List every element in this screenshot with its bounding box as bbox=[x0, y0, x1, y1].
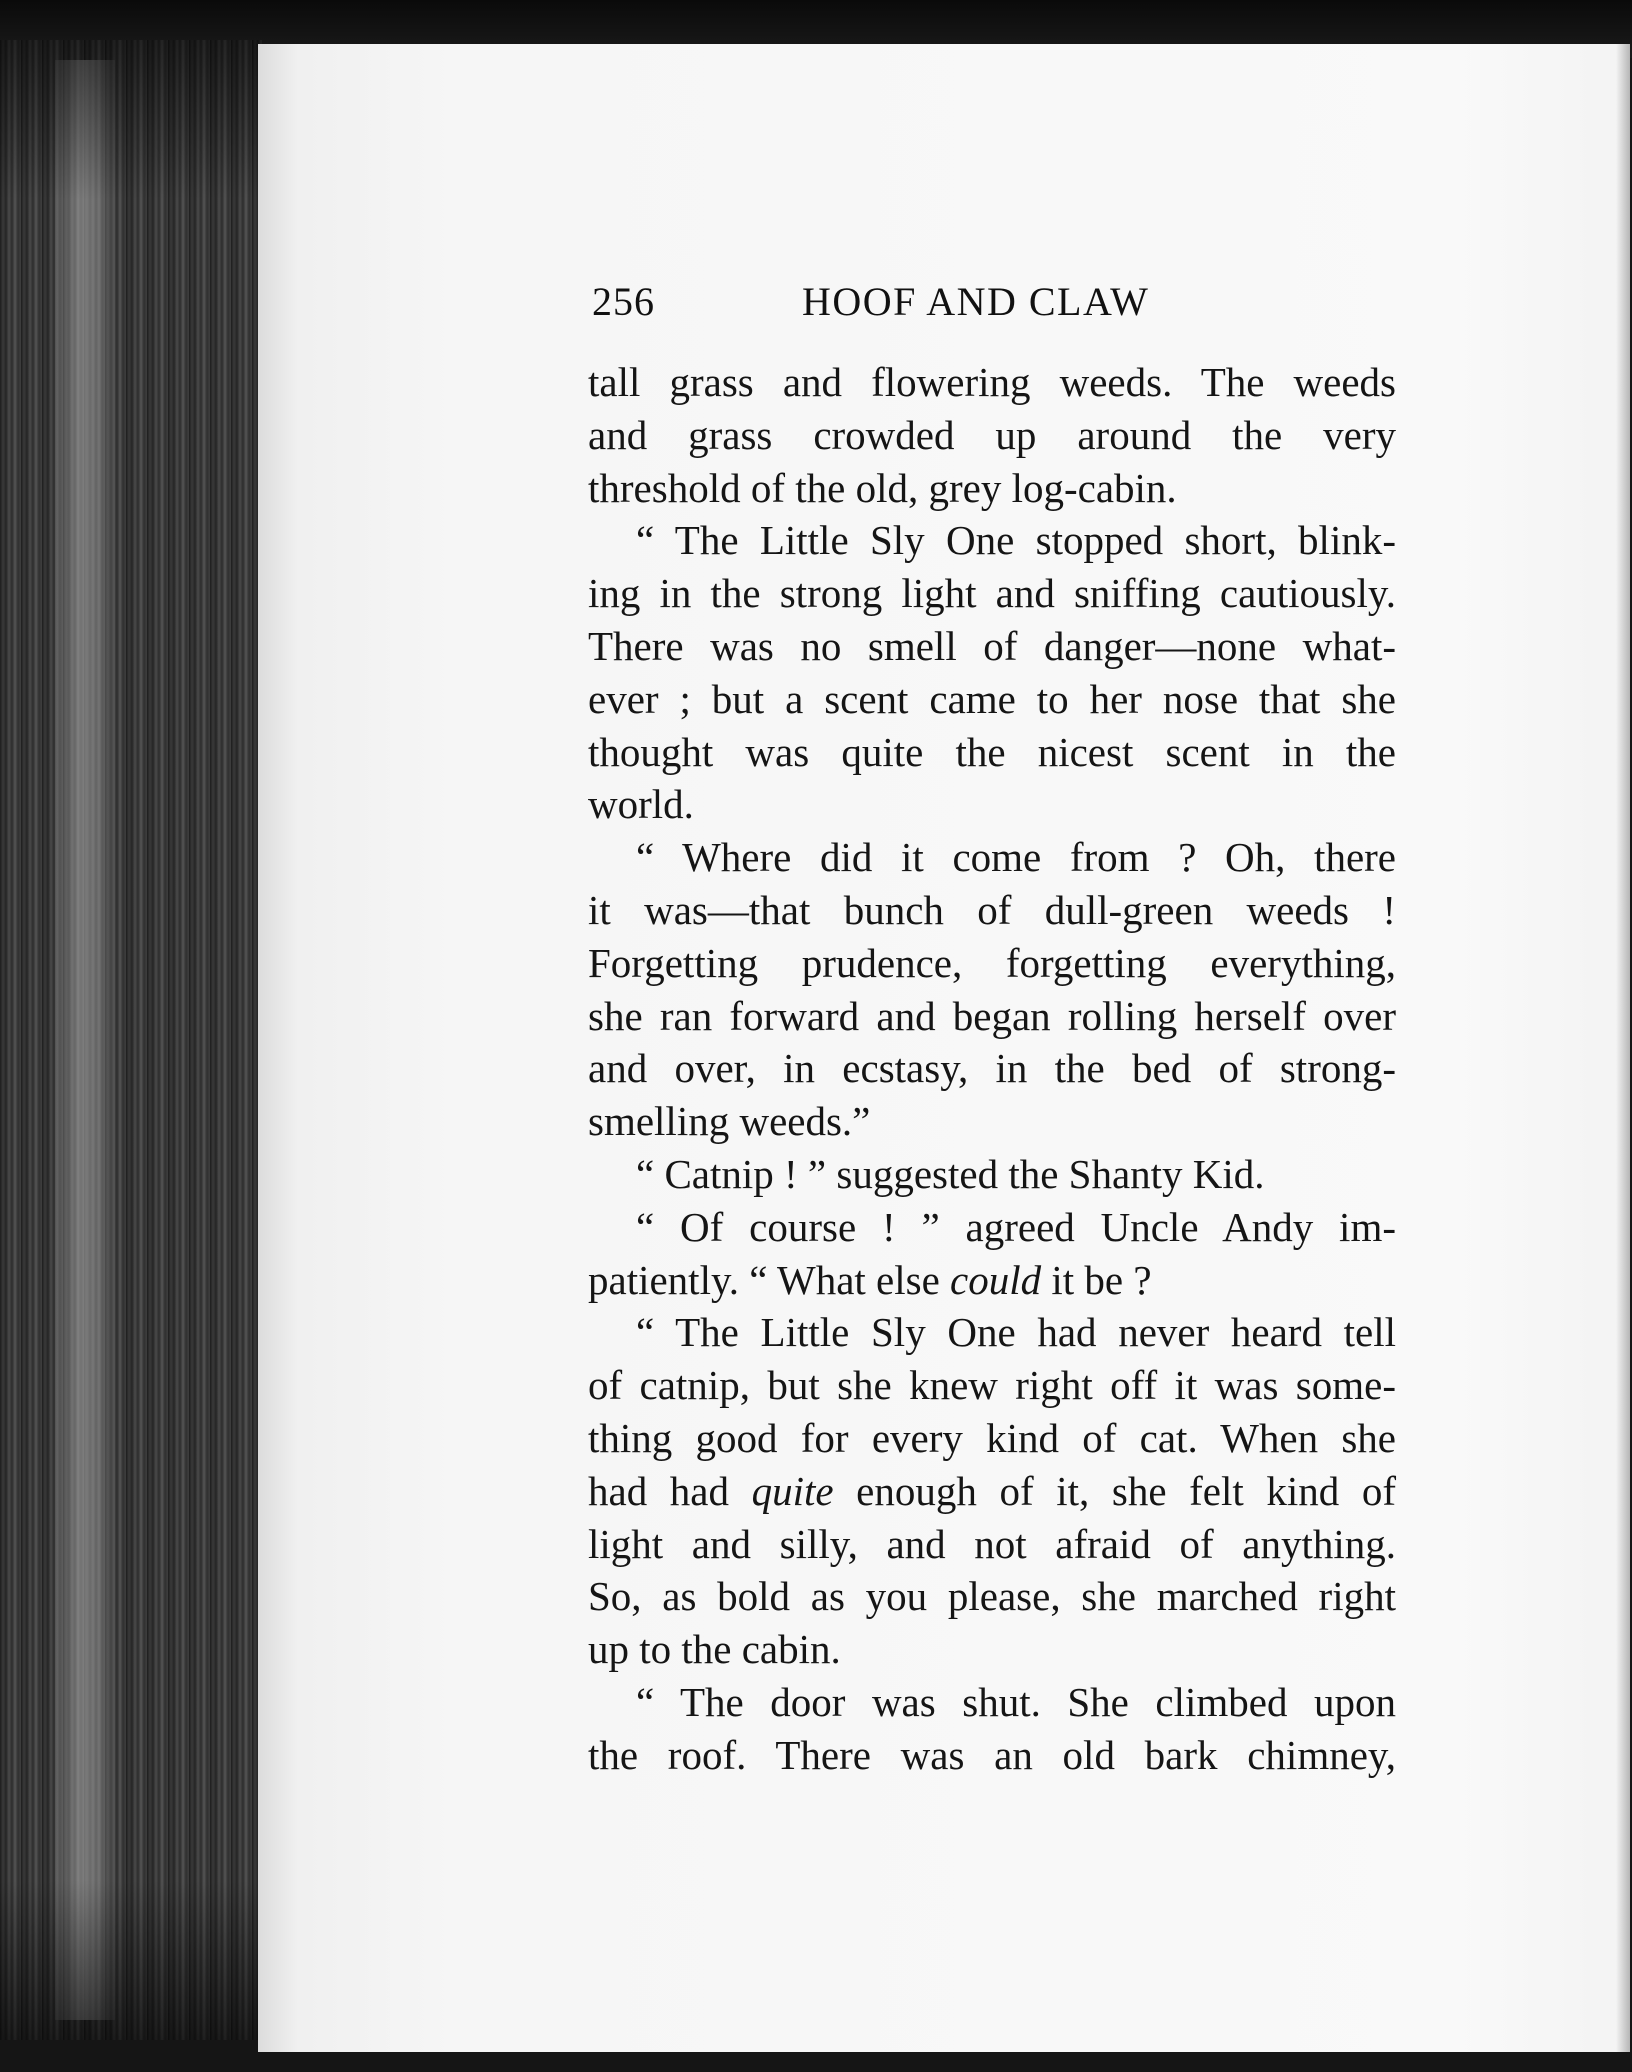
running-title: HOOF AND CLAW bbox=[802, 279, 1150, 324]
text-line: “ Of course ! ” agreed Uncle Andy im- bbox=[636, 1203, 1396, 1250]
text-line: So, as bold as you please, she marched right bbox=[588, 1573, 1396, 1620]
book-page-edges bbox=[0, 40, 262, 2040]
text-line: up to the cabin. bbox=[588, 1626, 841, 1673]
text-line: There was no smell of danger—none what- bbox=[588, 622, 1396, 669]
text-line: she ran forward and began rolling herself over bbox=[588, 992, 1396, 1039]
text-line: thing good for every kind of cat. When she bbox=[588, 1414, 1396, 1461]
text-span: had had bbox=[588, 1467, 752, 1514]
text-line: the roof. There was an old bark chimney, bbox=[588, 1731, 1396, 1778]
text-line: Forgetting prudence, forgetting everything, bbox=[588, 939, 1396, 986]
running-head bbox=[592, 272, 1186, 332]
text-line: thought was quite the nicest scent in the bbox=[588, 728, 1396, 775]
text-line: “ Where did it come from ? Oh, there bbox=[636, 834, 1396, 881]
italic-word: quite bbox=[751, 1467, 834, 1514]
text-line: ing in the strong light and sniffing cautiously. bbox=[588, 570, 1396, 617]
text-line: tall grass and flowering weeds. The weeds bbox=[588, 359, 1396, 405]
text-line: of catnip, but she knew right off it was some- bbox=[588, 1362, 1396, 1409]
text-line: ever ; but a scent came to her nose that she bbox=[588, 675, 1396, 722]
text-span: patiently. “ What else bbox=[588, 1256, 951, 1303]
text-line: smelling weeds.” bbox=[588, 1098, 871, 1145]
text-line: and grass crowded up around the very bbox=[588, 411, 1396, 458]
text-line: “ The Little Sly One had never heard tell bbox=[636, 1309, 1396, 1356]
page-edge-shadow bbox=[1616, 44, 1630, 2052]
body-text bbox=[588, 356, 1396, 1782]
text-span: enough of it, she felt kind of bbox=[833, 1467, 1396, 1514]
italic-word: could bbox=[950, 1256, 1042, 1303]
text-line: “ The Little Sly One stopped short, blink- bbox=[636, 517, 1396, 564]
text-line: light and silly, and not afraid of anything. bbox=[588, 1520, 1396, 1567]
text-line: and over, in ecstasy, in the bed of strong- bbox=[588, 1045, 1396, 1092]
text-line: threshold of the old, grey log-cabin. bbox=[588, 464, 1177, 511]
text-line: “ Catnip ! ” suggested the Shanty Kid. bbox=[636, 1150, 1265, 1197]
text-span: it be ? bbox=[1041, 1256, 1152, 1303]
text-line: it was—that bunch of dull-green weeds ! bbox=[588, 886, 1396, 933]
text-line: world. bbox=[588, 781, 694, 828]
text-line bbox=[588, 1465, 1396, 1518]
text-line bbox=[588, 1254, 1396, 1307]
text-line: “ The door was shut. She climbed upon bbox=[636, 1678, 1396, 1725]
page-number: 256 bbox=[592, 279, 655, 324]
